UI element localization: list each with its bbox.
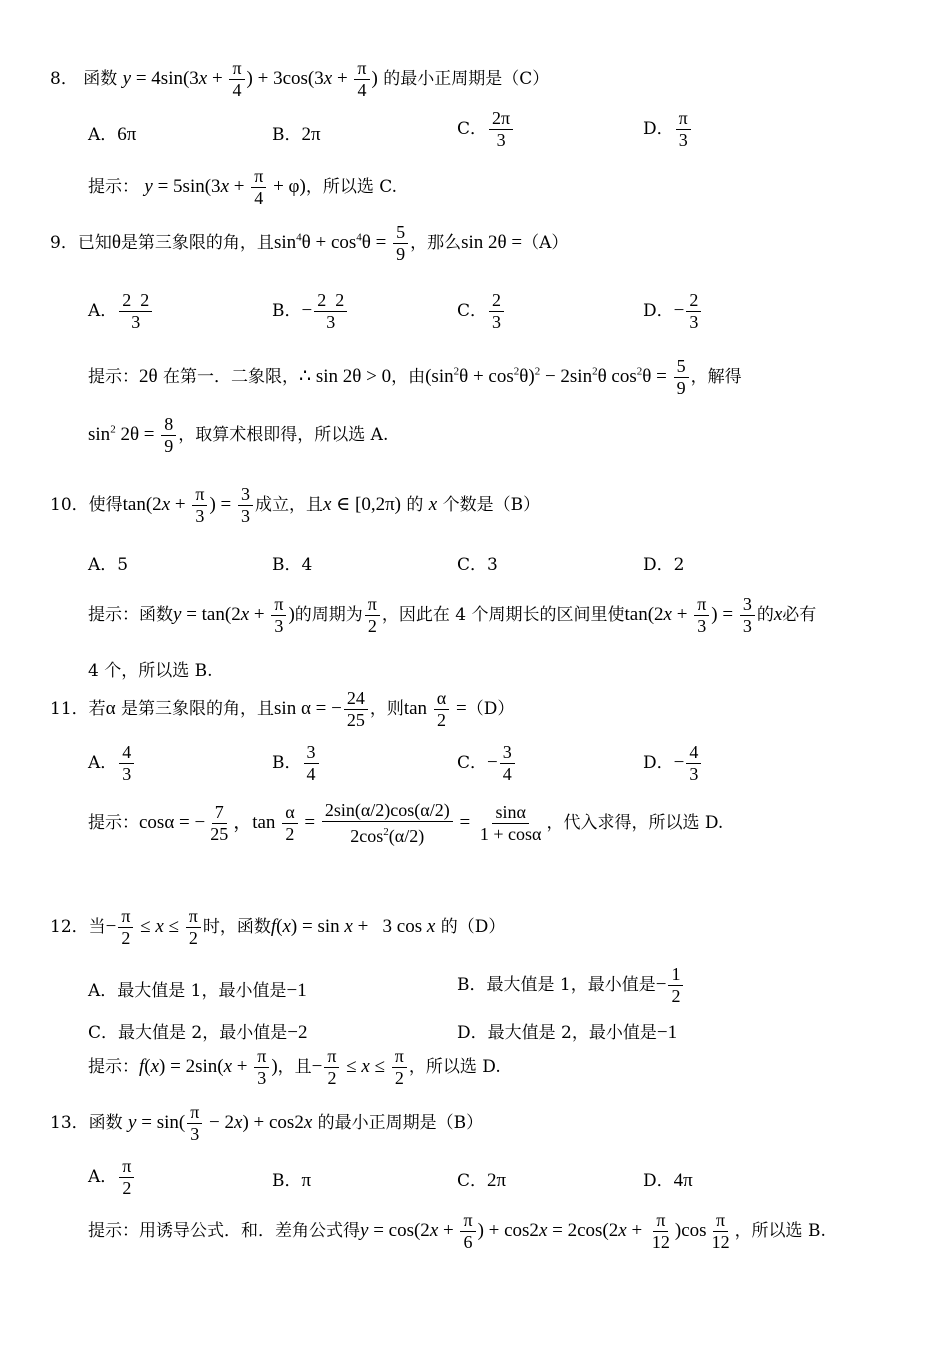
option-a: A．5 (88, 555, 129, 575)
problem-12-stem: 12．当− $\frac{\pi}{2}$ ≤ x ≤ $\frac{\pi}{2}$ 时，函数f(x) = sin x + 3 cos x 的（D） (50, 906, 506, 948)
option-b: B．− $\frac{2 2}{3}$ (272, 290, 349, 333)
problem-13-stem: 13．函数 y = sin( $\frac{\pi}{3}$ − 2x) + cos2x 的最小正周期是（B） (50, 1102, 484, 1144)
formula: y = 4sin(3x + $\frac{\pi}{4}$ ) + 3cos(3x + $\frac{\pi}{4}$ ) (122, 58, 378, 100)
hint-label: 提示： (88, 176, 139, 197)
stem-tail: 的最小正周期是（C） (383, 68, 550, 89)
option-a: A． $\frac{\pi}{2}$ (88, 1156, 136, 1199)
option-d: D．− $\frac{2}{3}$ (643, 290, 703, 333)
problem-11-hint: 提示：cosα = − $\frac{7}{25}$ ，tan $\frac{\alpha}{2}$ = $\frac{2\sin(\alpha/2)\cos(\alpha/2)}{2\cos^2(\alpha/2)}$ = $\frac{\sin\alpha}{1 + \cos\alpha}$ ，代入求得，所以选 D. (88, 800, 724, 846)
option-c: C．2π (457, 1170, 507, 1191)
option-a: A．最大值是 1，最小值是−1 (88, 980, 307, 1001)
problem-12-hint: 提示：f(x) = 2sin(x + $\frac{\pi}{3}$ )，且− $\frac{\pi}{2}$ ≤ x ≤ $\frac{\pi}{2}$ ，所以选 D. (88, 1046, 501, 1088)
option-b: B． $\frac{3}{4}$ (272, 742, 321, 785)
problem-8-stem (50, 58, 549, 101)
option-c: C． $\frac{2\pi}{3}$ (457, 108, 515, 151)
option-d: D．最大值是 2，最小值是−1 (457, 1022, 678, 1043)
option-c: C．− $\frac{3}{4}$ (457, 742, 517, 785)
problem-number: 8． (50, 68, 78, 89)
hint-formula: y = 5sin(3x + $\frac{\pi}{4}$ + φ) (144, 166, 306, 208)
option-d: D．2 (643, 555, 685, 575)
option-d: D． $\frac{\pi}{3}$ (643, 108, 693, 151)
option-c: C．最大值是 2，最小值是−2 (88, 1022, 308, 1043)
option-c: C． $\frac{2}{3}$ (457, 290, 506, 333)
option-b: B．4 (272, 555, 313, 575)
option-a: A． $\frac{2 2}{3}$ (88, 290, 154, 333)
problem-10-stem: 10．使得tan(2x + $\frac{\pi}{3}$ ) = $\frac{3}{3}$ 成立，且x ∈ [0,2π) 的 x 个数是（B） (50, 484, 541, 526)
option-b: B．最大值是 1，最小值是− $\frac{1}{2}$ (457, 964, 685, 1007)
problem-number: 9． (50, 232, 78, 253)
problem-9-hint: 提示：2θ 在第一．二象限，∴ sin 2θ > 0，由$(\sin^2\theta + \cos^2\theta)^2 - 2\sin^2\theta$ $\cos^2\theta$ = $\frac{5}{9}$ ，解得 (88, 356, 742, 398)
problem-10-hint-cont: 4 个，所以选 B. (88, 661, 213, 681)
option-b: B．2π (272, 124, 321, 145)
problem-8-hint: 提示： y = 5sin(3x + $\frac{\pi}{4}$ + φ)，所以选 C. (88, 166, 398, 208)
option-c: C．3 (457, 555, 498, 575)
problem-13-hint: 提示：用诱导公式．和．差角公式得y = cos(2x + $\frac{\pi}{6}$ ) + cos2x = 2cos(2x + $\frac{\pi}{12}$ )cos $\frac{\pi}{12}$ ，所以选 B. (88, 1210, 826, 1252)
problem-11-stem: 11．若α 是第三象限的角，且sin α = − $\frac{24}{25}$ ，则tan $\frac{\alpha}{2}$ =（D） (50, 688, 515, 730)
problem-9-hint-cont: $\sin^2 2\theta$ = $\frac{8}{9}$ ，取算术根即得，所以选 A. (88, 414, 389, 456)
problem-9-stem: 9．已知θ是第三象限的角，且$\sin^4\theta + \cos^4\theta$ = $\frac{5}{9}$ ，那么sin 2θ =（A） (50, 222, 569, 264)
problem-10-hint: 提示：函数y = tan(2x + $\frac{\pi}{3}$ )的周期为 $\frac{\pi}{2}$ ，因此在 4 个周期长的区间里使tan(2x + $\frac{\pi}{3}$ ) = $\frac{3}{3}$ 的x必有 (88, 594, 817, 637)
option-d: D．4π (643, 1170, 693, 1191)
stem-text: 函数 (83, 68, 118, 89)
option-a: A． $\frac{4}{3}$ (88, 742, 136, 785)
option-a: A．6π (88, 124, 137, 145)
option-d: D．− $\frac{4}{3}$ (643, 742, 703, 785)
option-b: B．π (272, 1170, 312, 1191)
